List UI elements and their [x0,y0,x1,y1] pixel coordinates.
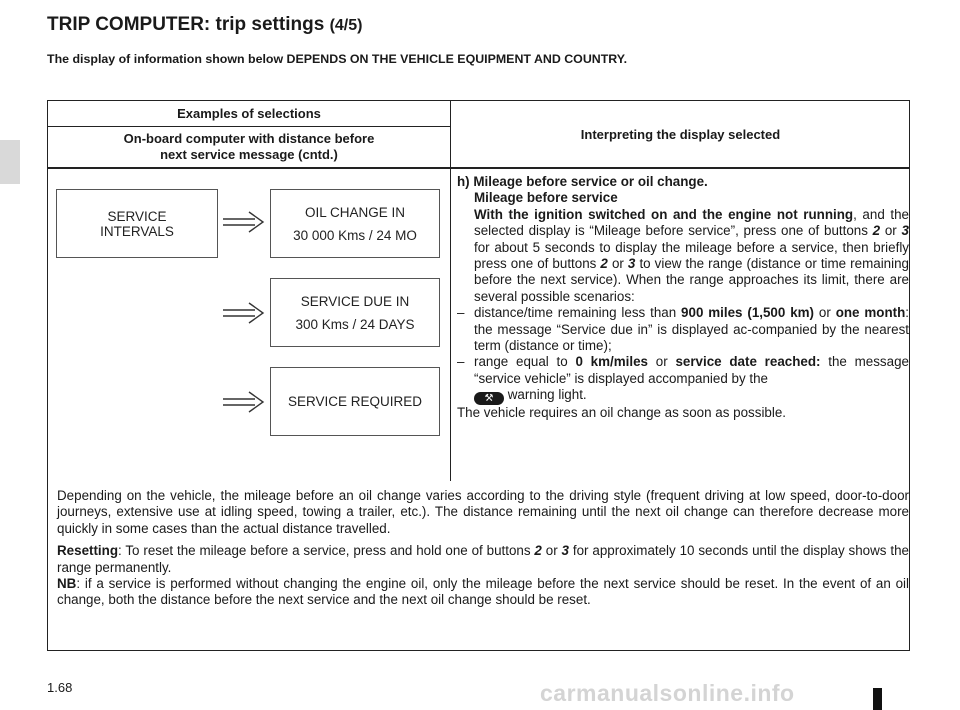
header-onboard-computer: On-board computer with distance before next service message (cntd.) [123,131,375,162]
screen-service-intervals: SERVICE INTERVALS [56,189,218,258]
list-item: – distance/time remaining less than 900 miles (1,500 km) or one month: the message “Service due in” is displayed ac-companied by the nearest term (distance or time); [457,305,909,354]
double-arrow-icon [221,300,267,326]
double-arrow-icon [221,389,267,415]
page-title: TRIP COMPUTER: trip settings (4/5) [47,14,363,35]
screen-oil-change: OIL CHANGE IN 30 000 Kms / 24 MO [270,189,440,258]
double-arrow-icon [221,209,267,235]
header-interpreting: Interpreting the display selected [580,126,781,142]
header-examples: Examples of selections [47,100,451,127]
page-edge-mark [873,688,882,710]
bottom-notes: Depending on the vehicle, the mileage before an oil change varies according to the driving style (frequent driving at low speed, door-to-door journeys, extensive use at idling speed, towing a trailer, etc.). The distance remaining until the next oil change can therefore decrease more quickly in some cases than the actual distance travelled. Resetting: To reset the mileage before a service, press and hold one of buttons 2 or 3 for approximately 10 seconds until the display shows the range permanently. NB: if a service is performed without changing the engine oil, only the mileage before the next service should be reset. In the event of an oil change, both the distance before the next service and the next oil change should be reset. [57,488,909,608]
screen-service-required: SERVICE REQUIRED [270,367,440,436]
wrench-warning-icon: ⚒ [474,392,504,405]
watermark: carmanualsonline.info [540,680,795,706]
page-number: 1.68 [47,680,73,695]
header-divider [47,167,910,169]
column-divider [450,100,451,481]
section-h-description: h) Mileage before service or oil change. Mileage before service With the ignition switched on and the engine not running, and the selected display is “Mileage before service”, press one of buttons 2 or 3 for about 5 seconds to display the mileage before a service, then briefly press one of buttons 2 or 3 to view the range (distance or time remaining before the next service). When the range approaches its limit, there are several possible scenarios: – distance/time remaining less than 900 miles (1,500 km) or one month: the message “Service due in” is displayed ac-companied by the nearest term (distance or time); – range equal to 0 km/miles or service date reached: the message “service vehicle” is displayed accompanied by the ⚒ warning light. The vehicle requires an oil change as soon as possible. [457,174,909,421]
screen-service-due: SERVICE DUE IN 300 Kms / 24 DAYS [270,278,440,347]
list-item: – range equal to 0 km/miles or service date reached: the message “service vehicle” is displayed accompanied by the ⚒ warning light. [457,354,909,405]
section-side-tab [0,140,20,184]
page-subtitle: The display of information shown below DEPENDS ON THE VEHICLE EQUIPMENT AND COUNTRY. [47,52,628,66]
